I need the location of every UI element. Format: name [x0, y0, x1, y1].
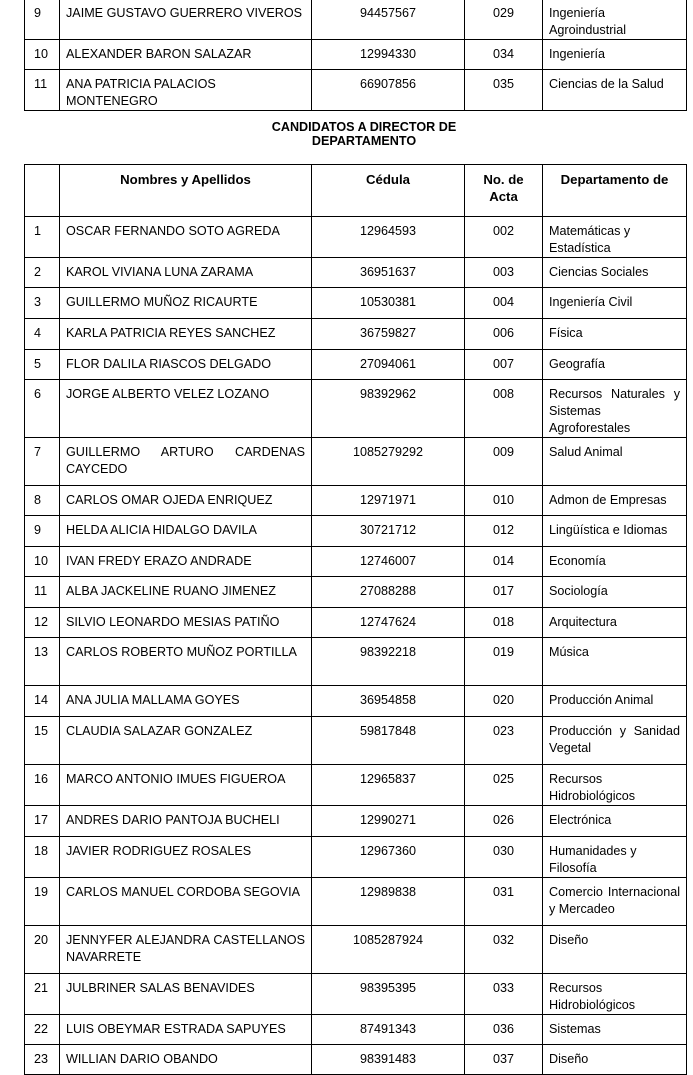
- department-name: Ciencias Sociales: [543, 258, 687, 288]
- row-number: 10: [25, 40, 60, 70]
- candidate-name: JORGE ALBERTO VELEZ LOZANO: [60, 380, 312, 438]
- header-name: Nombres y Apellidos: [60, 165, 312, 217]
- row-number: 12: [25, 608, 60, 638]
- table-row: [25, 974, 687, 1015]
- table-row: [25, 0, 687, 40]
- candidate-cedula: 12747624: [312, 608, 465, 638]
- candidate-name: ALBA JACKELINE RUANO JIMENEZ: [60, 577, 312, 608]
- candidate-name: JAIME GUSTAVO GUERRERO VIVEROS: [60, 0, 312, 40]
- candidate-cedula: 12971971: [312, 486, 465, 516]
- section-title: [24, 120, 693, 148]
- department-name: Ciencias de la Salud: [543, 70, 687, 111]
- department-name: Economía: [543, 547, 687, 577]
- department-name: Recursos Hidrobiológicos: [543, 765, 687, 806]
- candidate-name: IVAN FREDY ERAZO ANDRADE: [60, 547, 312, 577]
- row-number: 5: [25, 350, 60, 380]
- candidate-cedula: 12964593: [312, 217, 465, 258]
- acta-number: 030: [465, 837, 543, 878]
- row-number: 4: [25, 319, 60, 350]
- candidate-cedula: 66907856: [312, 70, 465, 111]
- table-row: [25, 547, 687, 577]
- candidate-cedula: 12967360: [312, 837, 465, 878]
- candidate-cedula: 12746007: [312, 547, 465, 577]
- candidate-cedula: 87491343: [312, 1015, 465, 1045]
- row-number: 1: [25, 217, 60, 258]
- acta-number: 035: [465, 70, 543, 111]
- table-row: [25, 926, 687, 974]
- department-name: Música: [543, 638, 687, 686]
- department-name: Geografía: [543, 350, 687, 380]
- candidate-name: MARCO ANTONIO IMUES FIGUEROA: [60, 765, 312, 806]
- candidate-name: KAROL VIVIANA LUNA ZARAMA: [60, 258, 312, 288]
- acta-number: 012: [465, 516, 543, 547]
- acta-number: 010: [465, 486, 543, 516]
- candidate-name: GUILLERMO MUÑOZ RICAURTE: [60, 288, 312, 319]
- header-acta: No. de Acta: [465, 165, 543, 217]
- candidate-cedula: 98395395: [312, 974, 465, 1015]
- department-name: Ingeniería: [543, 40, 687, 70]
- acta-number: 002: [465, 217, 543, 258]
- table-row: [25, 1045, 687, 1075]
- row-number: 8: [25, 486, 60, 516]
- row-number: 20: [25, 926, 60, 974]
- row-number: 11: [25, 70, 60, 111]
- row-number: 17: [25, 806, 60, 837]
- row-number: 15: [25, 717, 60, 765]
- table-row: [25, 438, 687, 486]
- department-name: Comercio Internacional y Mercadeo: [543, 878, 687, 926]
- department-name: Admon de Empresas: [543, 486, 687, 516]
- row-number: 3: [25, 288, 60, 319]
- table-header-row: [25, 165, 687, 217]
- row-number: 10: [25, 547, 60, 577]
- row-number: 14: [25, 686, 60, 717]
- table-row: [25, 319, 687, 350]
- candidate-cedula: 94457567: [312, 0, 465, 40]
- acta-number: 031: [465, 878, 543, 926]
- candidate-cedula: 59817848: [312, 717, 465, 765]
- row-number: 2: [25, 258, 60, 288]
- department-name: Producción Animal: [543, 686, 687, 717]
- row-number: 22: [25, 1015, 60, 1045]
- acta-number: 019: [465, 638, 543, 686]
- department-name: Producción y Sanidad Vegetal: [543, 717, 687, 765]
- candidate-cedula: 98392218: [312, 638, 465, 686]
- table-row: [25, 577, 687, 608]
- department-name: Lingüística e Idiomas: [543, 516, 687, 547]
- candidate-name: FLOR DALILA RIASCOS DELGADO: [60, 350, 312, 380]
- acta-number: 032: [465, 926, 543, 974]
- department-name: Recursos Hidrobiológicos: [543, 974, 687, 1015]
- row-number: 23: [25, 1045, 60, 1075]
- department-name: Diseño: [543, 926, 687, 974]
- candidate-cedula: 27088288: [312, 577, 465, 608]
- acta-number: 018: [465, 608, 543, 638]
- acta-number: 004: [465, 288, 543, 319]
- acta-number: 020: [465, 686, 543, 717]
- table-row: [25, 258, 687, 288]
- row-number: 6: [25, 380, 60, 438]
- candidate-cedula: 27094061: [312, 350, 465, 380]
- candidate-cedula: 30721712: [312, 516, 465, 547]
- acta-number: 008: [465, 380, 543, 438]
- candidate-cedula: 12965837: [312, 765, 465, 806]
- department-name: Recursos Naturales y Sistemas Agroforestales: [543, 380, 687, 438]
- row-number: 18: [25, 837, 60, 878]
- row-number: 16: [25, 765, 60, 806]
- acta-number: 037: [465, 1045, 543, 1075]
- department-name: Diseño: [543, 1045, 687, 1075]
- table-row: [25, 217, 687, 258]
- header-number: [25, 165, 60, 217]
- row-number: 19: [25, 878, 60, 926]
- acta-number: 033: [465, 974, 543, 1015]
- header-cedula: Cédula: [312, 165, 465, 217]
- candidate-cedula: 98391483: [312, 1045, 465, 1075]
- candidate-name: WILLIAN DARIO OBANDO: [60, 1045, 312, 1075]
- table-row: [25, 40, 687, 70]
- acta-number: 023: [465, 717, 543, 765]
- candidate-name: JULBRINER SALAS BENAVIDES: [60, 974, 312, 1015]
- row-number: 7: [25, 438, 60, 486]
- table-row: [25, 486, 687, 516]
- candidate-name: CARLOS MANUEL CORDOBA SEGOVIA: [60, 878, 312, 926]
- candidate-name: CARLOS OMAR OJEDA ENRIQUEZ: [60, 486, 312, 516]
- header-department: Departamento de: [543, 165, 687, 217]
- candidate-name: OSCAR FERNANDO SOTO AGREDA: [60, 217, 312, 258]
- department-name: Ingeniería Agroindustrial: [543, 0, 687, 40]
- department-name: Sociología: [543, 577, 687, 608]
- previous-candidates-table: [24, 0, 687, 111]
- department-name: Electrónica: [543, 806, 687, 837]
- table-row: [25, 1015, 687, 1045]
- candidate-name: SILVIO LEONARDO MESIAS PATIÑO: [60, 608, 312, 638]
- candidate-cedula: 98392962: [312, 380, 465, 438]
- candidate-cedula: 1085287924: [312, 926, 465, 974]
- candidate-cedula: 36951637: [312, 258, 465, 288]
- candidate-name: HELDA ALICIA HIDALGO DAVILA: [60, 516, 312, 547]
- acta-number: 017: [465, 577, 543, 608]
- table-row: [25, 638, 687, 686]
- row-number: 9: [25, 0, 60, 40]
- candidate-name: ALEXANDER BARON SALAZAR: [60, 40, 312, 70]
- candidate-name: ANDRES DARIO PANTOJA BUCHELI: [60, 806, 312, 837]
- acta-number: 029: [465, 0, 543, 40]
- department-name: Arquitectura: [543, 608, 687, 638]
- candidate-cedula: 1085279292: [312, 438, 465, 486]
- table-row: [25, 350, 687, 380]
- row-number: 9: [25, 516, 60, 547]
- table-row: [25, 717, 687, 765]
- candidate-name: CARLOS ROBERTO MUÑOZ PORTILLA: [60, 638, 312, 686]
- acta-number: 026: [465, 806, 543, 837]
- department-name: Física: [543, 319, 687, 350]
- department-name: Ingeniería Civil: [543, 288, 687, 319]
- candidate-name: ANA JULIA MALLAMA GOYES: [60, 686, 312, 717]
- table-row: [25, 288, 687, 319]
- department-director-candidates-table: [24, 164, 687, 1075]
- candidate-name: JAVIER RODRIGUEZ ROSALES: [60, 837, 312, 878]
- row-number: 13: [25, 638, 60, 686]
- row-number: 21: [25, 974, 60, 1015]
- acta-number: 025: [465, 765, 543, 806]
- acta-number: 003: [465, 258, 543, 288]
- table-row: [25, 765, 687, 806]
- candidate-name: KARLA PATRICIA REYES SANCHEZ: [60, 319, 312, 350]
- department-name: Salud Animal: [543, 438, 687, 486]
- table-row: [25, 806, 687, 837]
- table-row: [25, 70, 687, 111]
- acta-number: 014: [465, 547, 543, 577]
- table-row: [25, 516, 687, 547]
- department-name: Humanidades y Filosofía: [543, 837, 687, 878]
- candidate-name: ANA PATRICIA PALACIOS MONTENEGRO: [60, 70, 312, 111]
- candidate-name: CLAUDIA SALAZAR GONZALEZ: [60, 717, 312, 765]
- candidate-name: GUILLERMO ARTURO CARDENAS CAYCEDO: [60, 438, 312, 486]
- department-name: Matemáticas y Estadística: [543, 217, 687, 258]
- candidate-cedula: 36954858: [312, 686, 465, 717]
- section-title-line2: DEPARTAMENTO: [311, 134, 417, 148]
- section-title-line1: CANDIDATOS A DIRECTOR DE: [271, 120, 457, 134]
- table-row: [25, 878, 687, 926]
- candidate-cedula: 12989838: [312, 878, 465, 926]
- row-number: 11: [25, 577, 60, 608]
- acta-number: 007: [465, 350, 543, 380]
- candidate-cedula: 12994330: [312, 40, 465, 70]
- acta-number: 034: [465, 40, 543, 70]
- acta-number: 006: [465, 319, 543, 350]
- candidate-name: LUIS OBEYMAR ESTRADA SAPUYES: [60, 1015, 312, 1045]
- acta-number: 009: [465, 438, 543, 486]
- acta-number: 036: [465, 1015, 543, 1045]
- candidate-cedula: 12990271: [312, 806, 465, 837]
- table-row: [25, 686, 687, 717]
- table-row: [25, 837, 687, 878]
- table-row: [25, 380, 687, 438]
- table-row: [25, 608, 687, 638]
- department-name: Sistemas: [543, 1015, 687, 1045]
- candidate-cedula: 10530381: [312, 288, 465, 319]
- candidate-cedula: 36759827: [312, 319, 465, 350]
- candidate-name: JENNYFER ALEJANDRA CASTELLANOS NAVARRETE: [60, 926, 312, 974]
